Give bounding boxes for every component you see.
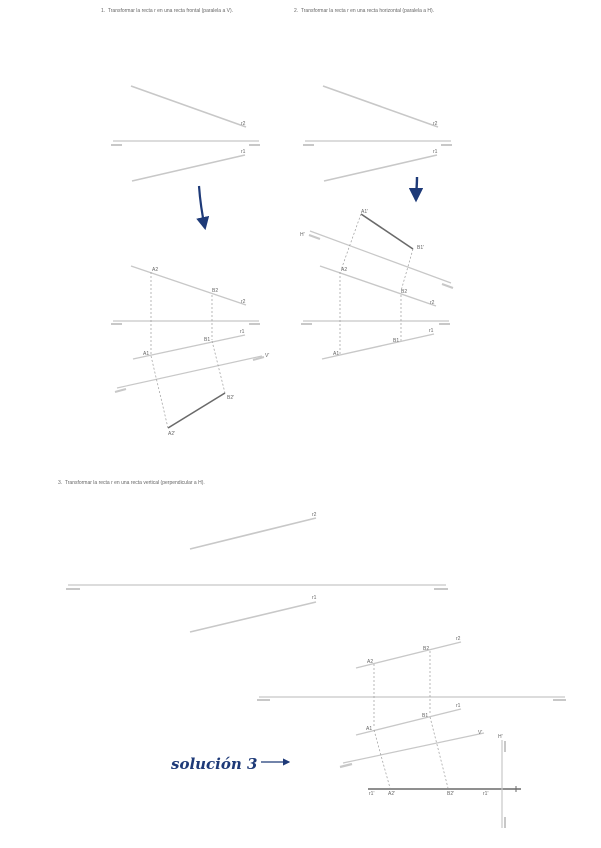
ex2-r1-line xyxy=(324,155,437,181)
ex1s-true-length-line xyxy=(168,393,225,428)
ex3-r2-line xyxy=(190,518,316,549)
ex1s-B2-label: B2 xyxy=(212,288,219,294)
ex1-r1-line xyxy=(132,155,245,181)
ex3s-B2-label: B2 xyxy=(423,646,430,652)
ex1s-A2p-label: A2' xyxy=(168,431,176,437)
ex3-r1-line xyxy=(190,602,316,632)
ex3s-A2-label: A2 xyxy=(367,659,374,665)
ex3s-B2p-label: B2' xyxy=(447,791,455,797)
exercise-1-number: 1. xyxy=(101,8,106,14)
exercise-3-text: Transformar la recta r en una recta vertical (perpendicular a H). xyxy=(64,480,205,486)
ex2-r1-label: r1 xyxy=(433,149,438,155)
ex2s-B1-label: B1 xyxy=(393,338,400,344)
ex3-r1-label: r1 xyxy=(312,595,317,601)
ex3s-new-ground-line xyxy=(343,733,484,763)
ex2-r2-line xyxy=(323,86,438,127)
ex3s-r2-label: r2 xyxy=(456,636,461,642)
ex3s-A1-label: A1 xyxy=(366,726,373,732)
ex3s-r1-label: r1 xyxy=(456,703,461,709)
ex2-solution xyxy=(300,209,453,359)
ex2s-r1-label: r1 xyxy=(429,328,434,334)
ex1s-r2-label: r2 xyxy=(241,299,246,305)
exercise-2-number: 2. xyxy=(294,8,299,14)
ex1s-A-perp-line xyxy=(151,356,168,428)
ex1s-A1-label: A1 xyxy=(143,351,150,357)
ex3-problem xyxy=(66,512,448,632)
ex2-down-arrow-icon xyxy=(416,177,417,200)
ex2-r2-label: r2 xyxy=(433,121,438,127)
ex1s-B2p-label: B2' xyxy=(227,395,235,401)
ex3s-B1-label: B1 xyxy=(422,713,429,719)
handwritten-solution-note: solución 3 xyxy=(171,755,258,773)
ex2s-B-perp-line xyxy=(401,249,413,291)
exercise-1-text: Transformar la recta r en una recta frontal (paralela a V). xyxy=(107,8,234,14)
ex1-r2-label: r2 xyxy=(241,121,246,127)
ex3s-Hp-label: H' xyxy=(498,734,503,740)
ex1s-Vp-label: V' xyxy=(265,353,270,359)
ex1s-new-ground-tick-left xyxy=(115,389,126,392)
ex3s-r2p-label-right: r1' xyxy=(483,791,489,797)
ex2s-r2-line xyxy=(320,266,436,306)
ex3-solution xyxy=(257,636,566,828)
ex2s-Hp-label: H' xyxy=(300,232,305,238)
ex1-r2-line xyxy=(131,86,246,127)
ex1-problem xyxy=(111,86,260,181)
ex3s-new-ground-tick-left xyxy=(340,764,352,767)
ex2s-true-length-line xyxy=(361,214,413,249)
exercise-3-number: 3. xyxy=(58,480,63,486)
ex2s-B1p-label: B1' xyxy=(417,245,425,251)
ex3s-Vp-label: V' xyxy=(478,730,483,736)
ex1s-new-ground-line xyxy=(117,356,262,388)
ex1-solution xyxy=(111,266,269,437)
ex2s-new-ground-line xyxy=(310,231,451,283)
ex3-r2-label: r2 xyxy=(312,512,317,518)
ex2s-A-perp-line xyxy=(341,214,361,270)
ex1s-B1-label: B1 xyxy=(204,337,211,343)
ex1s-r2-line xyxy=(131,266,246,305)
ex2s-new-ground-tick-right xyxy=(442,284,453,288)
ex2s-r2-label: r2 xyxy=(430,300,435,306)
ex2s-A1-label: A1 xyxy=(333,351,340,357)
ex3s-B-perp-line xyxy=(430,717,448,788)
ex2s-new-ground-tick-left xyxy=(309,235,320,239)
ex1-down-arrow-icon xyxy=(199,186,205,228)
exercise-2-text: Transformar la recta r en una recta horizontal (paralela a H). xyxy=(300,8,435,14)
ex2s-A2-label: A2 xyxy=(341,267,348,273)
ex1s-r1-label: r1 xyxy=(240,329,245,335)
ex1-r1-label: r1 xyxy=(241,149,246,155)
ex2s-B2-label: B2 xyxy=(401,289,408,295)
ex1s-A2-label: A2 xyxy=(152,267,159,273)
ex3s-r2p-label-left: r1' xyxy=(369,791,375,797)
ex1s-r1-line xyxy=(133,335,245,359)
ex3s-A-perp-line xyxy=(374,730,390,788)
ex2s-A1p-label: A1' xyxy=(361,209,369,215)
ex3s-A2p-label: A2' xyxy=(388,791,396,797)
ex2-problem xyxy=(303,86,452,181)
